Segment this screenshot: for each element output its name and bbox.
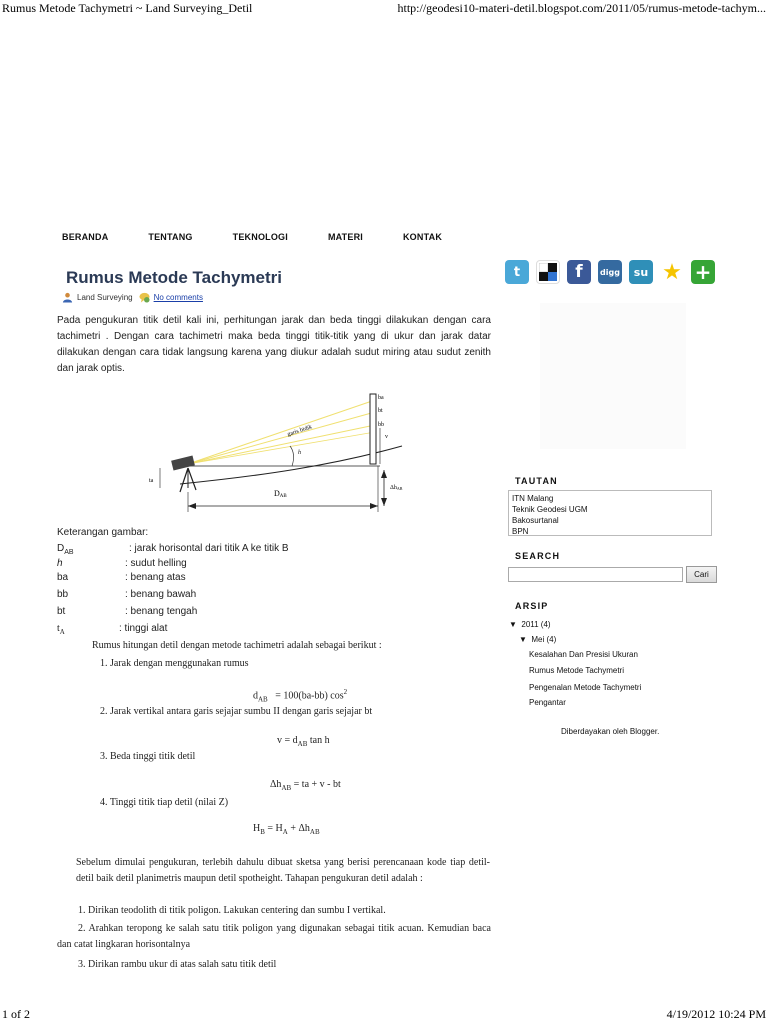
label-h: h — [298, 450, 301, 456]
print-footer-datetime: 4/19/2012 10:24 PM — [666, 1007, 766, 1021]
formula-part: d — [253, 690, 258, 702]
year-toggle-icon[interactable]: ▼ — [509, 620, 517, 629]
formula-sub: AB — [309, 828, 320, 836]
formula-vertikal — [277, 735, 330, 748]
formula-tinggi-titik — [253, 823, 320, 836]
formula-part: tan h — [307, 735, 330, 746]
tahap-2: 2. Arahkan teropong ke salah satu titik poligon yang digunakan sebagai titik acuan. Kemudian baca dan catat lingkaran horisontalnya — [57, 923, 491, 950]
digg-icon[interactable]: digg — [598, 260, 622, 284]
formula-sup: 2 — [343, 688, 348, 696]
link-itn-malang[interactable]: ITN Malang — [512, 494, 554, 503]
arsip-post-link[interactable]: Rumus Metode Tachymetri — [529, 666, 624, 675]
post-meta — [62, 292, 203, 303]
print-footer-page: 1 of 2 — [2, 1007, 30, 1021]
nav-item-materi[interactable]: MATERI — [327, 232, 363, 242]
formula-beda-tinggi — [270, 779, 341, 792]
label-bb: bb — [378, 422, 384, 428]
keterangan-term-sub: AB — [64, 549, 74, 556]
arsip-post-link[interactable]: Pengantar — [529, 698, 566, 707]
sebelum-paragraph — [76, 855, 490, 887]
formula-part: v = d — [277, 735, 298, 746]
comments-icon — [139, 292, 150, 303]
search-input[interactable] — [508, 567, 683, 582]
step-3: 3. Beda tinggi titik detil — [100, 751, 196, 762]
formula-part: = 100(ba-bb) cos — [267, 690, 344, 702]
print-header — [0, 0, 768, 16]
stumbleupon-icon[interactable]: su — [629, 260, 653, 284]
formula-sub: A — [282, 828, 288, 836]
post-author[interactable]: Land Surveying — [77, 293, 133, 302]
label-v: v — [385, 434, 388, 440]
label-ba: ba — [378, 395, 384, 401]
nav-item-teknologi[interactable]: TEKNOLOGI — [232, 232, 288, 242]
post-title[interactable]: Rumus Metode Tachymetri — [66, 268, 283, 287]
keterangan-desc: : benang tengah — [125, 606, 198, 617]
twitter-icon[interactable]: t — [505, 260, 529, 284]
facebook-icon[interactable]: f — [567, 260, 591, 284]
delicious-icon[interactable] — [536, 260, 560, 284]
keterangan-term: h — [57, 558, 63, 569]
nav-item-kontak[interactable]: KONTAK — [402, 232, 443, 242]
powered-by-blogger[interactable]: Diberdayakan oleh Blogger. — [561, 727, 660, 736]
keterangan-term: bb — [57, 589, 69, 600]
keterangan-term: bt — [57, 606, 66, 617]
formula-part: = ta + v - bt — [291, 779, 341, 790]
ground-line — [180, 446, 402, 484]
keterangan-desc: : sudut helling — [125, 558, 187, 569]
arsip-heading: ARSIP — [515, 601, 549, 611]
search-button[interactable]: Cari — [686, 566, 717, 583]
label-dab-sub: AB — [279, 494, 287, 499]
tahap-3: 3. Dirikan rambu ukur di atas salah satu titik detil — [78, 959, 277, 970]
add-plus-icon[interactable]: + — [691, 260, 715, 284]
tachymetry-diagram — [140, 388, 412, 518]
formula-part: = H — [264, 823, 283, 834]
nav-item-beranda[interactable]: BERANDA — [62, 232, 109, 242]
formula-sub: AB — [297, 740, 308, 748]
label-bt: bt — [378, 408, 383, 414]
arsip-month-link[interactable]: Mei (4) — [531, 635, 557, 644]
svg-text:ΔhAB — [390, 485, 403, 491]
print-header-title: Rumus Metode Tachymetri ~ Land Surveying_Detil — [2, 1, 253, 15]
formula-part: Δh — [270, 779, 282, 790]
sidebar-ad-placeholder — [540, 303, 686, 449]
label-dh: Δh — [390, 485, 397, 491]
favorite-star-icon[interactable]: ★ — [662, 259, 682, 285]
formula-sub: AB — [258, 695, 268, 704]
keterangan-term: D — [57, 543, 65, 554]
print-header-url: http://geodesi10-materi-detil.blogspot.com/2011/05/rumus-metode-tachym... — [397, 1, 766, 15]
tautan-links-box[interactable] — [508, 490, 712, 536]
label-dab: D — [274, 489, 280, 498]
post-intro: Pada pengukuran titik detil kali ini, perhitungan jarak dan beda tinggi dilakukan dengan cara tachimetri . Dengan cara tachimetri maka beda tinggi titik-titik yang di ukur dan jarak datar dilakukan dengan cara tidak langsung karena yang diukur adalah sudut miring atau sudut zenith dan jarak optis. — [57, 315, 491, 374]
formula-jarak — [253, 688, 347, 703]
theodolite-shape — [171, 455, 195, 470]
post-comments-link[interactable]: No comments — [153, 293, 203, 302]
share-buttons — [505, 260, 715, 284]
keterangan-term-sub: A — [59, 628, 65, 636]
step-2: 2. Jarak vertikal antara garis sejajar sumbu II dengan garis sejajar bt — [100, 706, 373, 717]
arsip-month-row — [519, 635, 556, 644]
formula-part: H — [253, 823, 261, 834]
step-4: 4. Tinggi titik tiap detil (nilai Z) — [100, 797, 229, 808]
keterangan-desc: : benang atas — [125, 572, 186, 583]
label-dh-sub: AB — [396, 486, 403, 491]
print-footer — [0, 1006, 768, 1024]
keterangan-desc: : benang bawah — [125, 589, 197, 600]
label-ta: ta — [149, 478, 154, 484]
keterangan-term: t — [57, 623, 60, 634]
formula-sub: AB — [281, 784, 292, 792]
search-heading: SEARCH — [515, 551, 561, 561]
arsip-year-row — [509, 620, 551, 629]
keterangan-desc: : jarak horisontal dari titik A ke titik B — [129, 543, 289, 554]
arsip-post-link[interactable]: Kesalahan Dan Presisi Ukuran — [529, 650, 638, 659]
link-bpn[interactable]: BPN — [512, 527, 529, 536]
arsip-post-link[interactable]: Pengenalan Metode Tachymetri — [529, 683, 642, 692]
tahap-1: 1. Dirikan teodolith di titik poligon. Lakukan centering dan sumbu I vertikal. — [78, 905, 386, 916]
link-bakosurtanal[interactable]: Bakosurtanal — [512, 516, 559, 525]
keterangan-desc: : tinggi alat — [119, 623, 168, 634]
label-garis-bidik: garis bidik — [286, 424, 313, 438]
keterangan-title: Keterangan gambar: — [57, 527, 149, 538]
sebelum-text: Sebelum dimulai pengukuran, terlebih dahulu dibuat sketsa yang berisi perencanaan kode tiap detil-detil baik detil planimetris maupun detil spotheight. Tahapan pengukuran detil adalah : — [76, 857, 490, 884]
month-toggle-icon[interactable]: ▼ — [519, 635, 527, 644]
main-nav — [62, 232, 482, 246]
leveling-staff-shape — [370, 394, 376, 464]
formula-sub: B — [260, 828, 265, 836]
step-1: 1. Jarak dengan menggunakan rumus — [100, 658, 249, 669]
svg-text:DAB — [274, 489, 287, 499]
keterangan-term: ba — [57, 572, 69, 583]
author-icon — [62, 292, 73, 303]
nav-item-tentang[interactable]: TENTANG — [148, 232, 193, 242]
link-teknik-geodesi-ugm[interactable]: Teknik Geodesi UGM — [512, 505, 588, 514]
rumus-intro: Rumus hitungan detil dengan metode tachimetri adalah sebagai berikut : — [92, 640, 382, 651]
arsip-year-link[interactable]: 2011 (4) — [521, 620, 551, 629]
tautan-heading: TAUTAN — [515, 476, 558, 486]
formula-part: + Δh — [287, 823, 310, 834]
